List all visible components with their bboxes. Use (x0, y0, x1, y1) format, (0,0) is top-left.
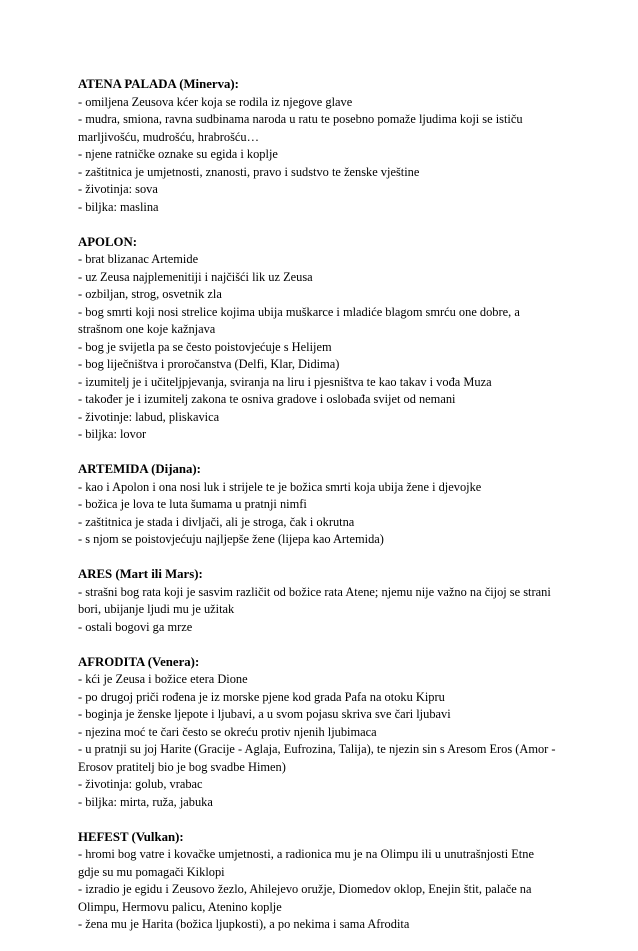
list-item: - bog je svijetla pa se često poistovjećuje s Helijem (78, 339, 332, 354)
list-item: - njene ratničke oznake su egida i koplje (78, 147, 278, 161)
section-title: ARTEMIDA (Dijana): (78, 462, 201, 476)
section-hefest (78, 829, 556, 934)
list-item: - mudra, smiona, ravna sudbinama naroda u ratu te posebno pomaže ljudima koji se ističu marljivošću, mudrošću, hrabrošću… (78, 112, 523, 144)
list-item: - životinja: golub, vrabac (78, 777, 203, 791)
section-artemida (78, 461, 556, 549)
list-item: - izradio je egidu i Zeusovo žezlo, Ahilejevo oružje, Diomedov oklop, Enejin štit, palače na Olimpu, Hermovu palicu, Atenino koplje (78, 882, 532, 914)
list-item: - boginja je ženske ljepote i ljubavi, a u svom pojasu skriva sve čari ljubavi (78, 707, 451, 721)
list-item: - biljka: lovor (78, 427, 147, 441)
list-item: - zaštitnica je stada i divljači, ali je stroga, čak i okrutna (78, 514, 355, 529)
section-title: APOLON: (78, 234, 138, 249)
list-item: - u pratnji su joj Harite (Gracije - Aglaja, Eufrozina, Talija), te njezin sin s Aresom Eros (Amor - Erosov pratitelj bio je bog svadbe Himen) (78, 742, 556, 774)
section-apolon (78, 234, 556, 444)
section-title: ARES (Mart ili Mars): (78, 567, 203, 581)
list-item: - životinje: labud, pliskavica (78, 409, 220, 424)
list-item: - ostali bogovi ga mrze (78, 619, 193, 634)
list-item: - uz Zeusa najplemenitiji i najčišći lik uz Zeusa (78, 269, 313, 284)
list-item: - omiljena Zeusova kćer koja se rodila iz njegove glave (78, 94, 353, 109)
list-item: - bog liječništva i proročanstva (Delfi, Klar, Didima) (78, 357, 340, 371)
list-item: - žena mu je Harita (božica ljupkosti), a po nekima i sama Afrodita (78, 917, 410, 931)
section-title: HEFEST (Vulkan): (78, 829, 184, 844)
list-item: - životinja: sova (78, 182, 158, 196)
list-item: - zaštitnica je umjetnosti, znanosti, pravo i sudstvo te ženske vještine (78, 164, 420, 179)
list-item: - strašni bog rata koji je sasvim različit od božice rata Atene; njemu nije važno na čijoj se strani bori, ubijanje ljudi mu je užitak (78, 584, 551, 616)
list-item: - biljka: maslina (78, 199, 159, 214)
section-ares (78, 566, 556, 636)
list-item: - po drugoj priči rođena je iz morske pjene kod grada Pafa na otoku Kipru (78, 689, 445, 704)
list-item: - hromi bog vatre i kovačke umjetnosti, a radionica mu je na Olimpu ili u unutrašnjosti Etne gdje su mu pomagači Kiklopi (78, 847, 534, 879)
list-item: - njezina moć te čari često se okreću protiv njenih ljubimaca (78, 724, 377, 739)
list-item: - kao i Apolon i ona nosi luk i strijele te je božica smrti koja ubija žene i djevojke (78, 479, 482, 494)
list-item: - biljka: mirta, ruža, jabuka (78, 794, 213, 809)
list-item: - ozbiljan, strog, osvetnik zla (78, 287, 222, 301)
document-page (78, 76, 556, 951)
section-atena (78, 76, 556, 216)
list-item: - brat blizanac Artemide (78, 252, 199, 266)
list-item: - izumitelj je i učiteljpjevanja, sviranja na liru i pjesništva te kao takav i vođa Muza (78, 374, 492, 389)
section-title: ATENA PALADA (Minerva): (78, 77, 239, 91)
list-item: - kći je Zeusa i božice etera Dione (78, 672, 248, 686)
section-title: AFRODITA (Venera): (78, 654, 200, 669)
list-item: - s njom se poistovjećuju najljepše žene (lijepa kao Artemida) (78, 532, 384, 546)
list-item: - bog smrti koji nosi strelice kojima ubija muškarce i mladiće blagom smrću one dobre, a strašnom one koje kažnjava (78, 304, 520, 336)
list-item: - također je i izumitelj zakona te osniva gradove i oslobađa svijet od nemani (78, 392, 456, 406)
section-afrodita (78, 654, 556, 812)
list-item: - božica je lova te luta šumama u pratnji nimfi (78, 497, 307, 511)
